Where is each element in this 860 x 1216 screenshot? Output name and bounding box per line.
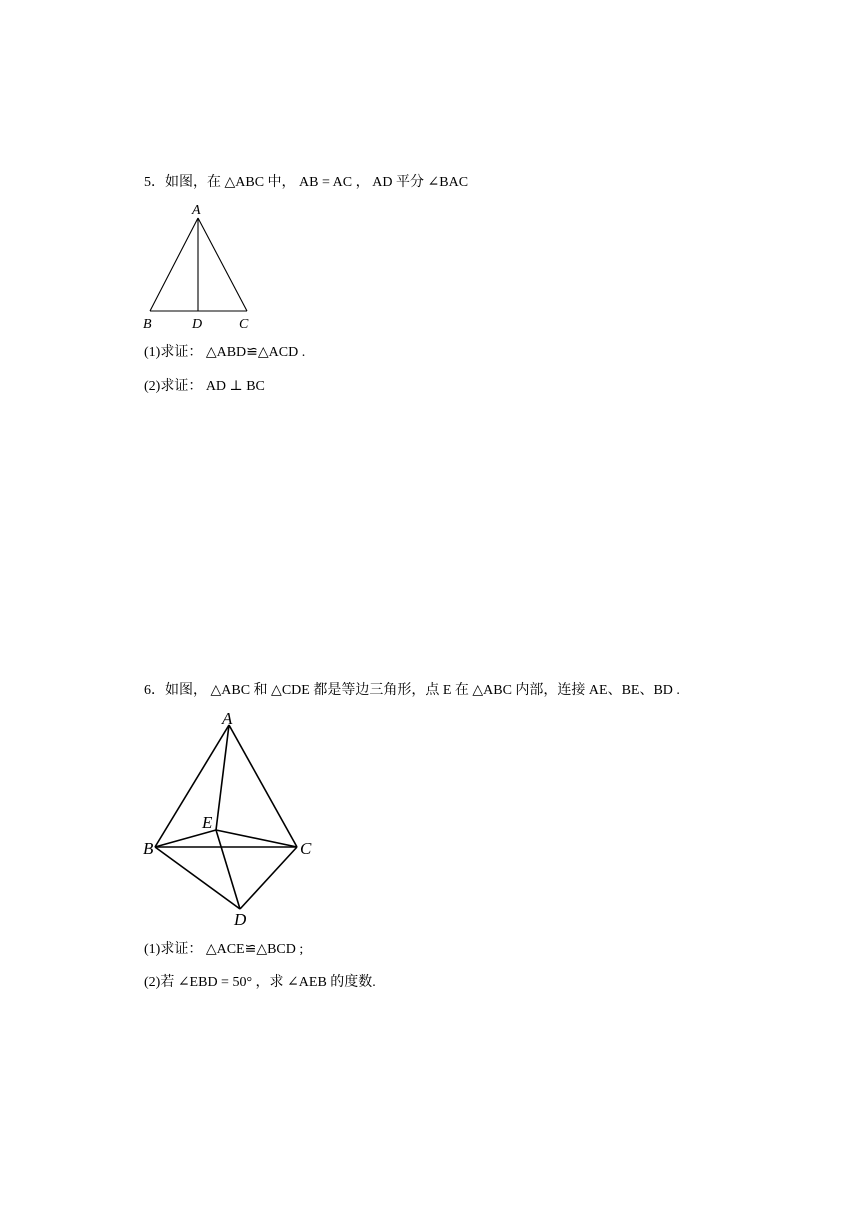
problem-5-part-1: (1)求证： △ABD≌△ACD . [144, 345, 306, 360]
problem-5-statement: 5．如图，在 △ABC 中， AB = AC ， AD 平分 ∠BAC [144, 175, 469, 190]
label-d: D [234, 910, 247, 929]
problem-6-part-1: (1)求证： △ACE≌△BCD ; [144, 942, 304, 957]
segment-cd [240, 847, 297, 909]
problem-6-part-2: (2)若 ∠EBD = 50° ，求 ∠AEB 的度数. [144, 975, 376, 990]
label-a: A [222, 709, 233, 728]
label-c: C [239, 317, 249, 332]
segment-ab [155, 725, 229, 847]
segment-ac [198, 218, 247, 311]
label-b: B [143, 317, 152, 332]
segment-ed [216, 830, 240, 909]
segment-ac [229, 725, 297, 847]
problem-6-figure [136, 704, 326, 930]
problem-5-part-2: (2)求证： AD ⊥ BC [144, 379, 265, 394]
segment-bd [155, 847, 240, 909]
problem-5-figure [136, 198, 266, 334]
segment-ae [216, 725, 229, 830]
label-a: A [192, 203, 201, 218]
label-b: B [143, 839, 154, 858]
segment-ce [216, 830, 297, 847]
segment-ab [150, 218, 198, 311]
label-c: C [300, 839, 312, 858]
label-d: D [192, 317, 203, 332]
label-e: E [202, 813, 213, 832]
problem-6-statement: 6．如图， △ABC 和 △CDE 都是等边三角形，点 E 在 △ABC 内部，连接 AE、BE、BD . [144, 683, 680, 698]
